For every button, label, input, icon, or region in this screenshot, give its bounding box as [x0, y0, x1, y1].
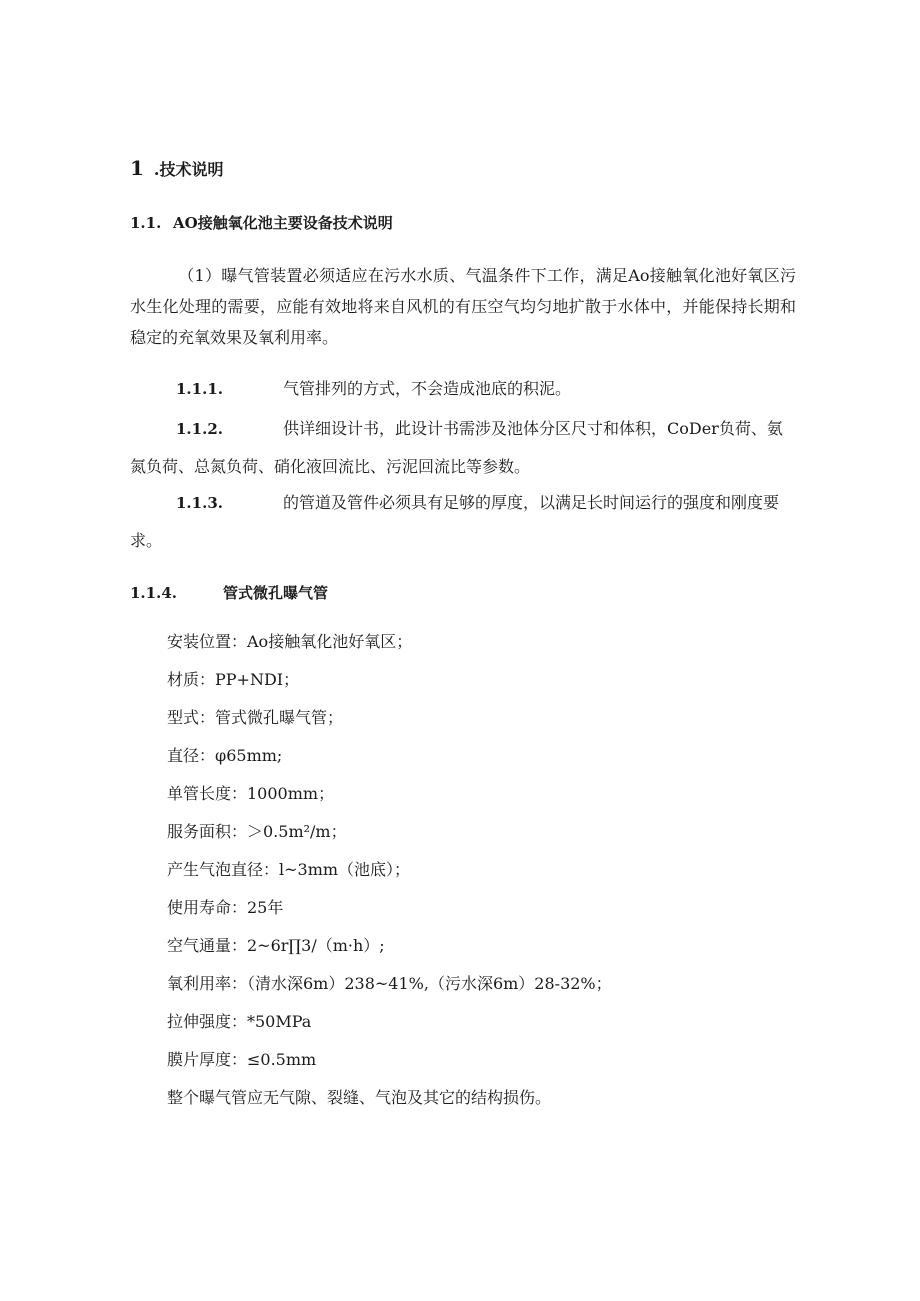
subsection-title: AO接触氧化池主要设备技术说明 [173, 214, 393, 232]
item-text: 的管道及管件必须具有足够的厚度，以满足长时间运行的强度和刚度要求。 [130, 493, 780, 550]
spec-material: 材质：PP+NDI； [167, 670, 300, 689]
section-heading [130, 156, 224, 180]
heading-1-1-4 [130, 582, 328, 603]
heading-1-1-4-number: 1.1.4. [130, 584, 177, 602]
spec-service-life: 使用寿命：25年 [167, 898, 284, 917]
spec-bubble-diameter: 产生气泡直径：l~3mm（池底）； [167, 860, 411, 879]
subsection-heading [130, 212, 393, 233]
item-number: 1.1.1. [176, 380, 223, 398]
spec-service-area: 服务面积：＞0.5m²/m； [167, 822, 347, 841]
spec-list [167, 623, 787, 1117]
subsection-number: 1.1. [130, 214, 162, 232]
intro-paragraph-text: （1）曝气管装置必须适应在污水水质、气温条件下工作，满足Ao接触氧化池好氧区污水生化处理的需要，应能有效地将来自风机的有压空气均匀地扩散于水体中，并能保持长期和稳定的充氧效果及氧利用率。 [130, 266, 796, 347]
spec-diameter: 直径：φ65mm; [167, 746, 283, 765]
spec-install-location: 安装位置：Ao接触氧化池好氧区； [167, 632, 413, 651]
item-text: 气管排列的方式，不会造成池底的积泥。 [283, 379, 572, 398]
spec-tube-length: 单管长度：1000mm； [167, 784, 335, 803]
intro-paragraph [130, 260, 796, 353]
spec-integrity: 整个曝气管应无气隙、裂缝、气泡及其它的结构损伤。 [167, 1088, 552, 1107]
spec-membrane-thickness: 膜片厚度：≤0.5mm [167, 1050, 317, 1069]
item-number: 1.1.3. [176, 494, 223, 512]
spec-air-flux: 空气通量：2~6r∏3∕（m·h）; [167, 936, 385, 955]
item-number: 1.1.2. [176, 420, 223, 438]
item-1-1-1 [130, 370, 796, 408]
section-number: 1 [130, 156, 144, 180]
heading-1-1-4-title: 管式微孔曝气管 [223, 584, 329, 602]
spec-oxygen-utilization: 氧利用率：（清水深6m）238~41%,（污水深6m）28-32%； [167, 974, 612, 993]
item-1-1-2 [130, 410, 796, 486]
item-1-1-3 [130, 484, 796, 560]
spec-tensile-strength: 拉伸强度：*50MPa [167, 1012, 312, 1031]
section-title: .技术说明 [153, 160, 224, 179]
item-text: 供详细设计书，此设计书需涉及池体分区尺寸和体积，CoDer负荷、氨氮负荷、总氮负荷、硝化液回流比、污泥回流比等参数。 [130, 419, 783, 476]
spec-type: 型式：管式微孔曝气管； [167, 708, 344, 727]
